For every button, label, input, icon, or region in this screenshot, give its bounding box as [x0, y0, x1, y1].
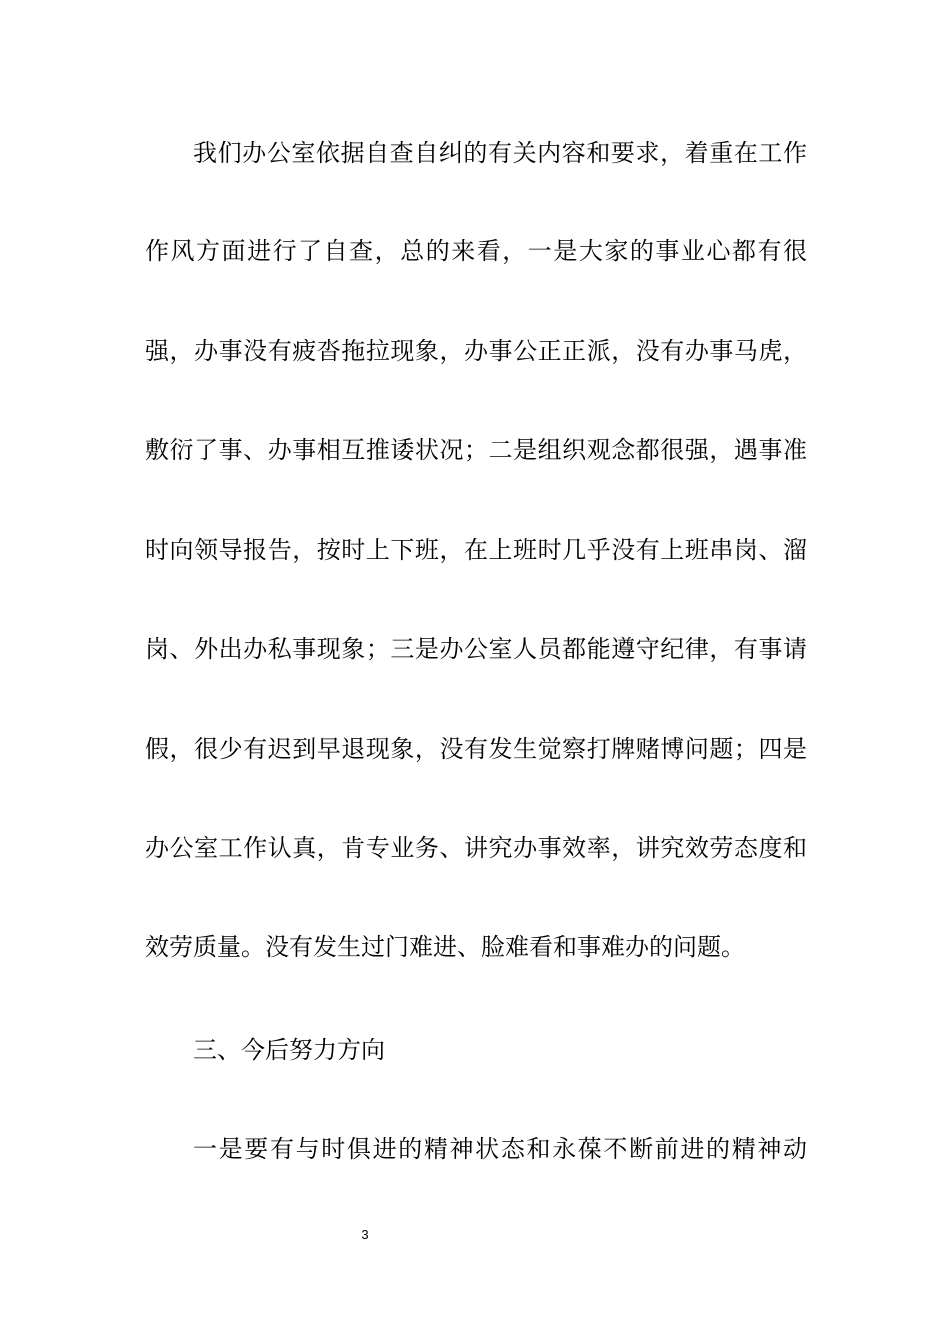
- paragraph-line: 强，办事没有疲沓拖拉现象，办事公正正派，没有办事马虎，: [145, 337, 807, 365]
- paragraph-line: 敷衍了事、办事相互推诿状况；二是组织观念都很强，遇事准: [145, 436, 807, 464]
- section-heading: 三、今后努力方向: [193, 1036, 385, 1064]
- paragraph-line: 我们办公室依据自查自纠的有关内容和要求，着重在工作: [193, 139, 807, 167]
- paragraph-line: 一是要有与时俱进的精神状态和永葆不断前进的精神动: [193, 1135, 807, 1163]
- paragraph-line: 办公室工作认真，肯专业务、讲究办事效率，讲究效劳态度和: [145, 834, 807, 862]
- paragraph-line: 假，很少有迟到早退现象，没有发生觉察打牌赌博问题；四是: [145, 735, 807, 763]
- paragraph-line: 作风方面进行了自查，总的来看，一是大家的事业心都有很: [145, 237, 807, 265]
- paragraph-line: 岗、外出办私事现象；三是办公室人员都能遵守纪律，有事请: [145, 635, 807, 663]
- paragraph-line: 效劳质量。没有发生过门难进、脸难看和事难办的问题。: [145, 933, 745, 961]
- paragraph-line: 时向领导报告，按时上下班，在上班时几乎没有上班串岗、溜: [145, 536, 807, 564]
- page-number: 3: [361, 1227, 369, 1242]
